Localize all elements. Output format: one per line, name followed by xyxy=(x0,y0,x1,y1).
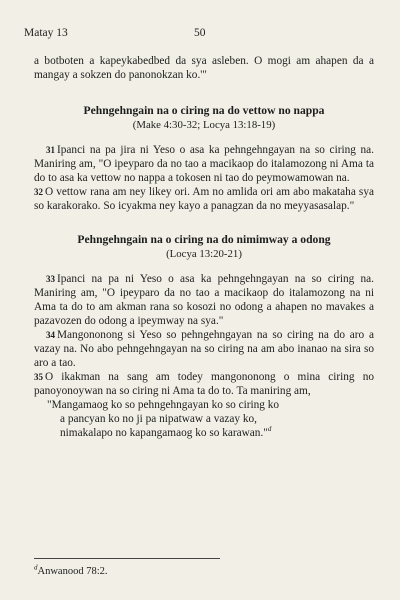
footnote-marker[interactable]: d xyxy=(267,425,272,434)
footnote-marker: d xyxy=(34,563,38,572)
intro-paragraph: a botboten a kapeykabedbed da sya asleben. O mogi am ahapen da a mangay a sokzen do panonokzan ko.'" xyxy=(34,55,374,81)
quote-line-text: nimakalapo no kapangamaog ko so karawan." xyxy=(60,427,268,439)
verse-text: Ipanci na pa ni Yeso o asa ka pehngehngayan na so ciring na. Maniring am, "O ipeyparo da no tao a macikaop do italamozong na ni Ama ta do to am akman rana so kosozi no odong a ahapen no mavakes a pazavozen do odong a ipeymway na sya." xyxy=(34,273,374,327)
verse xyxy=(34,370,374,398)
poetic-quote xyxy=(34,398,374,440)
footnote xyxy=(34,563,108,577)
verse-number: 35 xyxy=(34,372,43,382)
footnote-rule xyxy=(34,558,220,559)
verse-number: 32 xyxy=(34,187,43,197)
verse-text: O vettow rana am ney likey ori. Am no amlida ori am abo makataha sya so karakorako. So icyakma ney kayo a panagzan da no meyyasasalap." xyxy=(34,186,374,212)
verse-number: 34 xyxy=(46,330,55,340)
verse-number: 31 xyxy=(46,145,55,155)
section-title: Pehngehngain na o ciring na do vettow no nappa xyxy=(83,104,325,117)
verse-number: 33 xyxy=(46,274,55,284)
quote-line: "Mangamaog ko so pehngehngayan ko so ciring ko xyxy=(47,399,280,411)
section-reference: (Make 4:30-32; Locya 13:18-19) xyxy=(132,119,276,131)
quote-line xyxy=(34,426,374,440)
verse xyxy=(34,272,374,328)
page-number: 50 xyxy=(194,27,206,39)
book-chapter: Matay 13 xyxy=(24,27,68,39)
verse-text: Mangononong si Yeso so pehngehngayan na so ciring na do aro a vazay na. No abo pehngehngayan na so ciring na am abo inanao na sira so aro a tao. xyxy=(34,329,374,369)
verse xyxy=(34,185,374,213)
verse xyxy=(34,328,374,370)
page-header xyxy=(24,27,376,41)
section-title: Pehngehngain na o ciring na do nimimway a odong xyxy=(77,233,331,246)
section-reference: (Locya 13:20-21) xyxy=(166,248,242,260)
verse xyxy=(34,143,374,185)
verse-text: Ipanci na pa jira ni Yeso o asa ka pehngehngayan na so ciring na. Maniring am, "O ipeyparo da no tao a macikaop do italamozong ni Ama ta do to asa ka vettow no nappa a tokosen ni tao do peymowamowan na. xyxy=(34,144,374,184)
footnote-text: Anwanood 78:2. xyxy=(37,566,108,577)
page-body xyxy=(34,54,374,440)
quote-line: a pancyan ko no ji pa nipatwaw a vazay ko, xyxy=(60,413,257,425)
verse-text: O ikakman na sang am todey mangononong o mina ciring no panoyonoywan na so ciring ni Ama ta do to. Ta maniring am, xyxy=(34,371,374,397)
